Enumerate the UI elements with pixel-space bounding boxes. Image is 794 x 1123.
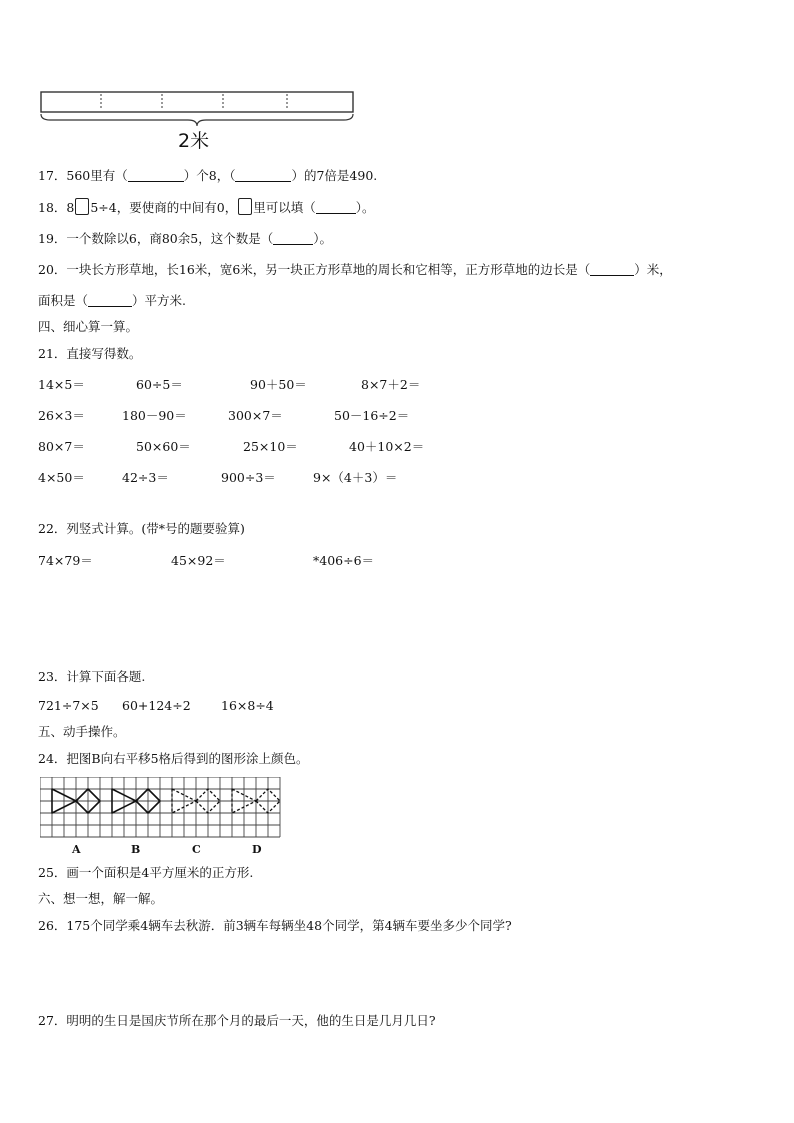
translation-grid	[40, 777, 284, 839]
q21-item: 14×5＝	[38, 377, 85, 392]
q21-item: 9×（4＋3）＝	[313, 470, 398, 485]
question-18: 18．8 5÷4，要使商的中间有0， 里可以填（ ）。	[38, 200, 375, 215]
option-label-a: A	[72, 843, 81, 856]
q21-item: 42÷3＝	[122, 470, 169, 485]
q21-item: 26×3＝	[38, 408, 85, 423]
q21-item: 50－16÷2＝	[334, 408, 410, 423]
question-19: 19．一个数除以6，商80余5，这个数是（ ）。	[38, 231, 332, 246]
q22-item: 45×92＝	[171, 553, 226, 568]
option-label-b: B	[131, 843, 141, 856]
question-24-title: 24．把图B向右平移5格后得到的图形涂上颜色。	[38, 751, 309, 766]
q21-item: 50×60＝	[136, 439, 191, 454]
q21-item: 4×50＝	[38, 470, 85, 485]
q23-item: 16×8÷4	[221, 698, 274, 713]
bar-length-label: 2米	[178, 130, 210, 152]
question-22-title: 22．列竖式计算。(带*号的题要验算)	[38, 521, 245, 536]
q22-item: *406÷6＝	[313, 553, 375, 568]
question-27-title: 27．明明的生日是国庆节所在那个月的最后一天，他的生日是几月几日?	[38, 1013, 436, 1028]
question-21-title: 21．直接写得数。	[38, 346, 142, 361]
question-23-title: 23．计算下面各题.	[38, 669, 146, 684]
q21-item: 80×7＝	[38, 439, 85, 454]
section-heading-6: 六、想一想，解一解。	[38, 891, 164, 906]
q21-item: 8×7＋2＝	[361, 377, 421, 392]
q21-item: 40＋10×2＝	[349, 439, 425, 454]
answer-blank[interactable]	[128, 169, 184, 182]
option-label-d: D	[252, 843, 262, 856]
question-26-title: 26．175个同学乘4辆车去秋游．前3辆车每辆坐48个同学，第4辆车要坐多少个同学?	[38, 918, 512, 933]
option-label-c: C	[192, 843, 201, 856]
q23-item: 721÷7×5	[38, 698, 99, 713]
q21-item: 300×7＝	[228, 408, 283, 423]
section-heading-4: 四、细心算一算。	[38, 319, 139, 334]
answer-blank[interactable]	[88, 294, 132, 307]
q23-item: 60+124÷2	[122, 698, 191, 713]
question-17: 17．560里有（ ）个8，（ ）的7倍是490.	[38, 168, 378, 183]
answer-blank[interactable]	[273, 232, 313, 245]
question-20-line2: 面积是（ ）平方米.	[38, 293, 186, 308]
q22-item: 74×79＝	[38, 553, 93, 568]
q21-item: 25×10＝	[243, 439, 298, 454]
section-heading-5: 五、动手操作。	[38, 724, 126, 739]
answer-blank[interactable]	[316, 201, 356, 214]
question-20-line1: 20．一块长方形草地，长16米，宽6米，另一块正方形草地的周长和它相等，正方形草地的边长是（ ）米，	[38, 262, 672, 277]
q21-item: 90＋50＝	[250, 377, 307, 392]
q21-item: 900÷3＝	[221, 470, 276, 485]
digit-box[interactable]	[75, 198, 89, 215]
q21-item: 180－90＝	[122, 408, 187, 423]
question-25-title: 25．画一个面积是4平方厘米的正方形.	[38, 865, 254, 880]
answer-blank[interactable]	[235, 169, 291, 182]
digit-box[interactable]	[238, 198, 252, 215]
q21-item: 60÷5＝	[136, 377, 183, 392]
answer-blank[interactable]	[590, 263, 634, 276]
